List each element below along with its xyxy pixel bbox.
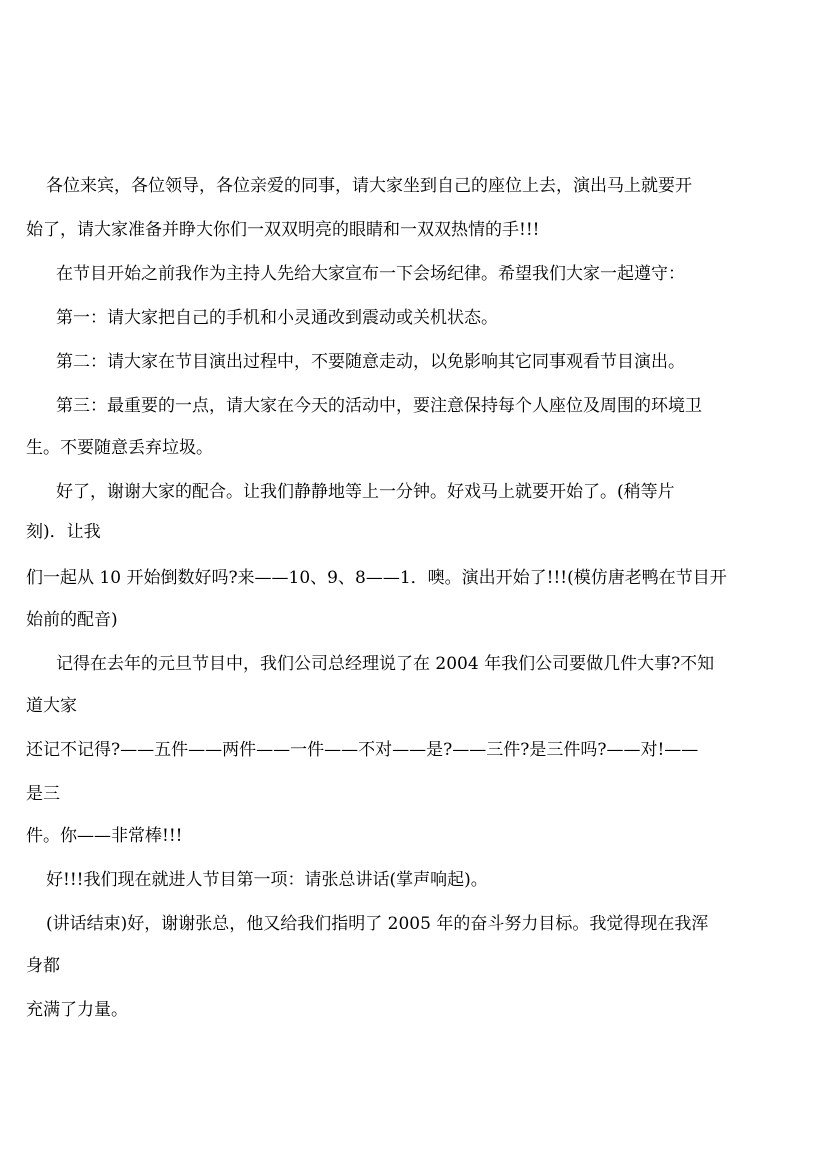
paragraph-line: 道大家 [26,696,77,716]
paragraph-line: 身都 [26,956,60,976]
paragraph-line: 好!!!我们现在就进人节目第一项：请张总讲话(掌声响起)。 [46,870,488,890]
paragraph-line: 还记不记得?——五件——两件——一件——不对——是?——三件?是三件吗?——对!—— [26,740,699,760]
paragraph-line: 们一起从 10 开始倒数好吗?来——10、9、8——1．噢。演出开始了!!!(模仿唐老鸭在节目开 [26,568,727,588]
paragraph-line: 是三 [26,784,60,804]
paragraph-line: 始了，请大家准备并睁大你们一双双明亮的眼睛和一双双热情的手!!! [26,220,540,240]
paragraph-line: 刻)．让我 [26,522,101,542]
paragraph-line: 记得在去年的元旦节目中，我们公司总经理说了在 2004 年我们公司要做几件大事?不知 [56,654,715,674]
paragraph-line: 第一：请大家把自己的手机和小灵通改到震动或关机状态。 [56,308,498,328]
paragraph-line: 第三：最重要的一点，请大家在今天的活动中，要注意保持每个人座位及周围的环境卫 [56,396,702,416]
paragraph-line: 第二：请大家在节目演出过程中，不要随意走动，以免影响其它同事观看节目演出。 [56,352,685,372]
paragraph-line: 始前的配音) [26,610,118,630]
paragraph-line: (讲话结束)好，谢谢张总，他又给我们指明了 2005 年的奋斗努力目标。我觉得现在我浑 [46,914,709,934]
paragraph-line: 件。你——非常棒!!! [26,826,183,846]
paragraph-line: 充满了力量。 [26,1000,128,1020]
paragraph-line: 在节目开始之前我作为主持人先给大家宣布一下会场纪律。希望我们大家一起遵守： [56,264,685,284]
paragraph-line: 生。不要随意丢弃垃圾。 [26,438,213,458]
paragraph-line: 各位来宾，各位领导，各位亲爱的同事，请大家坐到自己的座位上去，演出马上就要开 [46,176,692,196]
paragraph-line: 好了，谢谢大家的配合。让我们静静地等上一分钟。好戏马上就要开始了。(稍等片 [56,482,675,502]
